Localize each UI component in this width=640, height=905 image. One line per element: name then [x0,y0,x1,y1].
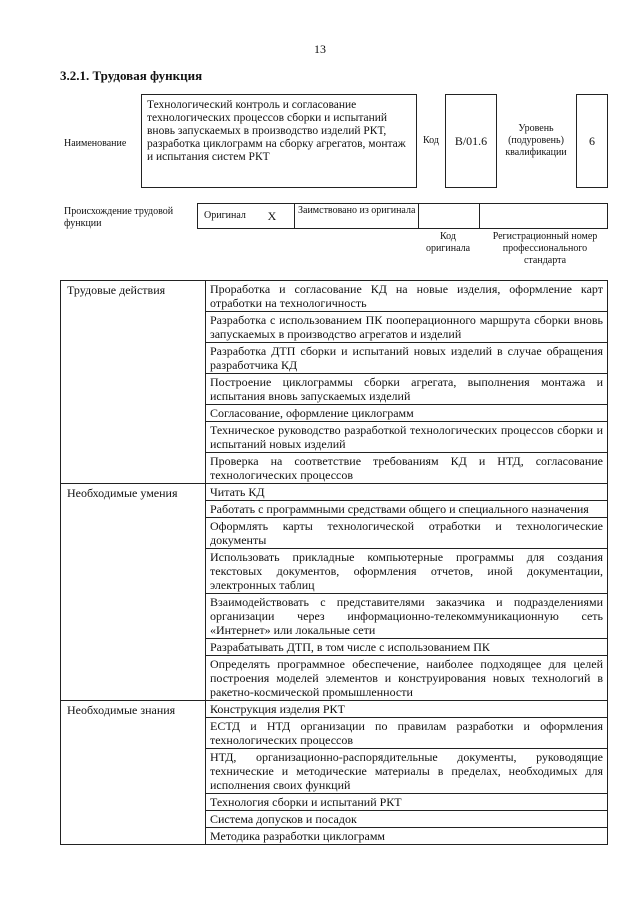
function-table [60,280,608,845]
required-skills-item: Взаимодействовать с представителями заказчика и подразделениями организации через информационно-телекоммуникационную сеть «Интернет» или локальные сети [206,594,608,639]
labor-actions-item: Разработка с использованием ПК пооперационного маршрута сборки вновь запускаемых в производство агрегатов и изделий [206,312,608,343]
required-skills-item: Работать с программными средствами общего и специального назначения [206,501,608,518]
required-knowledge-item: ЕСТД и НТД организации по правилам разработки и оформления технологических процессов [206,718,608,749]
code-original-caption: Код оригинала [425,231,471,254]
labor-actions-item: Разработка ДТП сборки и испытаний новых изделий в случае обращения разработчика КД [206,343,608,374]
required-skills-item: Читать КД [206,484,608,501]
level-label: Уровень (подуровень) квалификации [505,123,567,158]
required-knowledge-item: Технология сборки и испытаний РКТ [206,794,608,811]
labor-actions-item: Построение циклограммы сборки агрегата, выполнения монтажа и испытания вновь запускаемых изделий [206,374,608,405]
divider [479,204,480,228]
table-row [61,701,608,718]
function-name: Технологический контроль и согласование технологических процессов сборки и испытаний вновь запускаемых в производство изделий РКТ, разработка циклограмм на сборку агрегатов, монтаж и испытания систем РКТ [141,94,417,188]
labor-actions-item: Проверка на соответствие требованиям КД и НТД, согласование технологических процессов [206,453,608,484]
required-skills-item: Использовать прикладные компьютерные программы для создания текстовых документов, оформления отчетов, иной документации, электронных таблиц [206,549,608,594]
name-label: Наименование [64,138,127,149]
labor-actions-item: Техническое руководство разработкой технологических процессов сборки и испытаний новых изделий [206,422,608,453]
required-knowledge-title: Необходимые знания [61,701,206,845]
table-row [61,281,608,312]
required-knowledge-item: Методика разработки циклограмм [206,828,608,845]
code-label: Код [423,135,439,146]
origin-table [197,203,608,229]
required-knowledge-item: Система допусков и посадок [206,811,608,828]
required-skills-title: Необходимые умения [61,484,206,701]
divider [294,204,295,228]
borrowed-label: Заимствовано из оригинала [298,205,416,216]
origin-label: Происхождение трудовой функции [64,206,174,229]
labor-actions-item: Проработка и согласование КД на новые изделия, оформление карт отработки на технологичность [206,281,608,312]
required-skills-item: Определять программное обеспечение, наиболее подходящее для целей построения моделей элементов и конструирования новых технологий в ракетно-космической промышленности [206,656,608,701]
required-skills-item: Разрабатывать ДТП, в том числе с использованием ПК [206,639,608,656]
required-knowledge-item: НТД, организационно-распорядительные документы, руководящие технические и методические материалы в пределах, необходимых для исполнения своих функций [206,749,608,794]
reg-number-caption: Регистрационный номер профессионального стандарта [492,231,598,266]
original-label: Оригинал [204,210,246,221]
divider [418,204,419,228]
code-value: B/01.6 [445,94,497,188]
page-number: 13 [314,42,326,56]
level-value: 6 [576,94,608,188]
original-mark: X [267,208,277,223]
labor-actions-title: Трудовые действия [61,281,206,484]
section-heading: 3.2.1. Трудовая функция [60,68,203,83]
labor-actions-item: Согласование, оформление циклограмм [206,405,608,422]
required-skills-item: Оформлять карты технологической отработки и технологические документы [206,518,608,549]
table-row [61,484,608,501]
required-knowledge-item: Конструкция изделия РКТ [206,701,608,718]
